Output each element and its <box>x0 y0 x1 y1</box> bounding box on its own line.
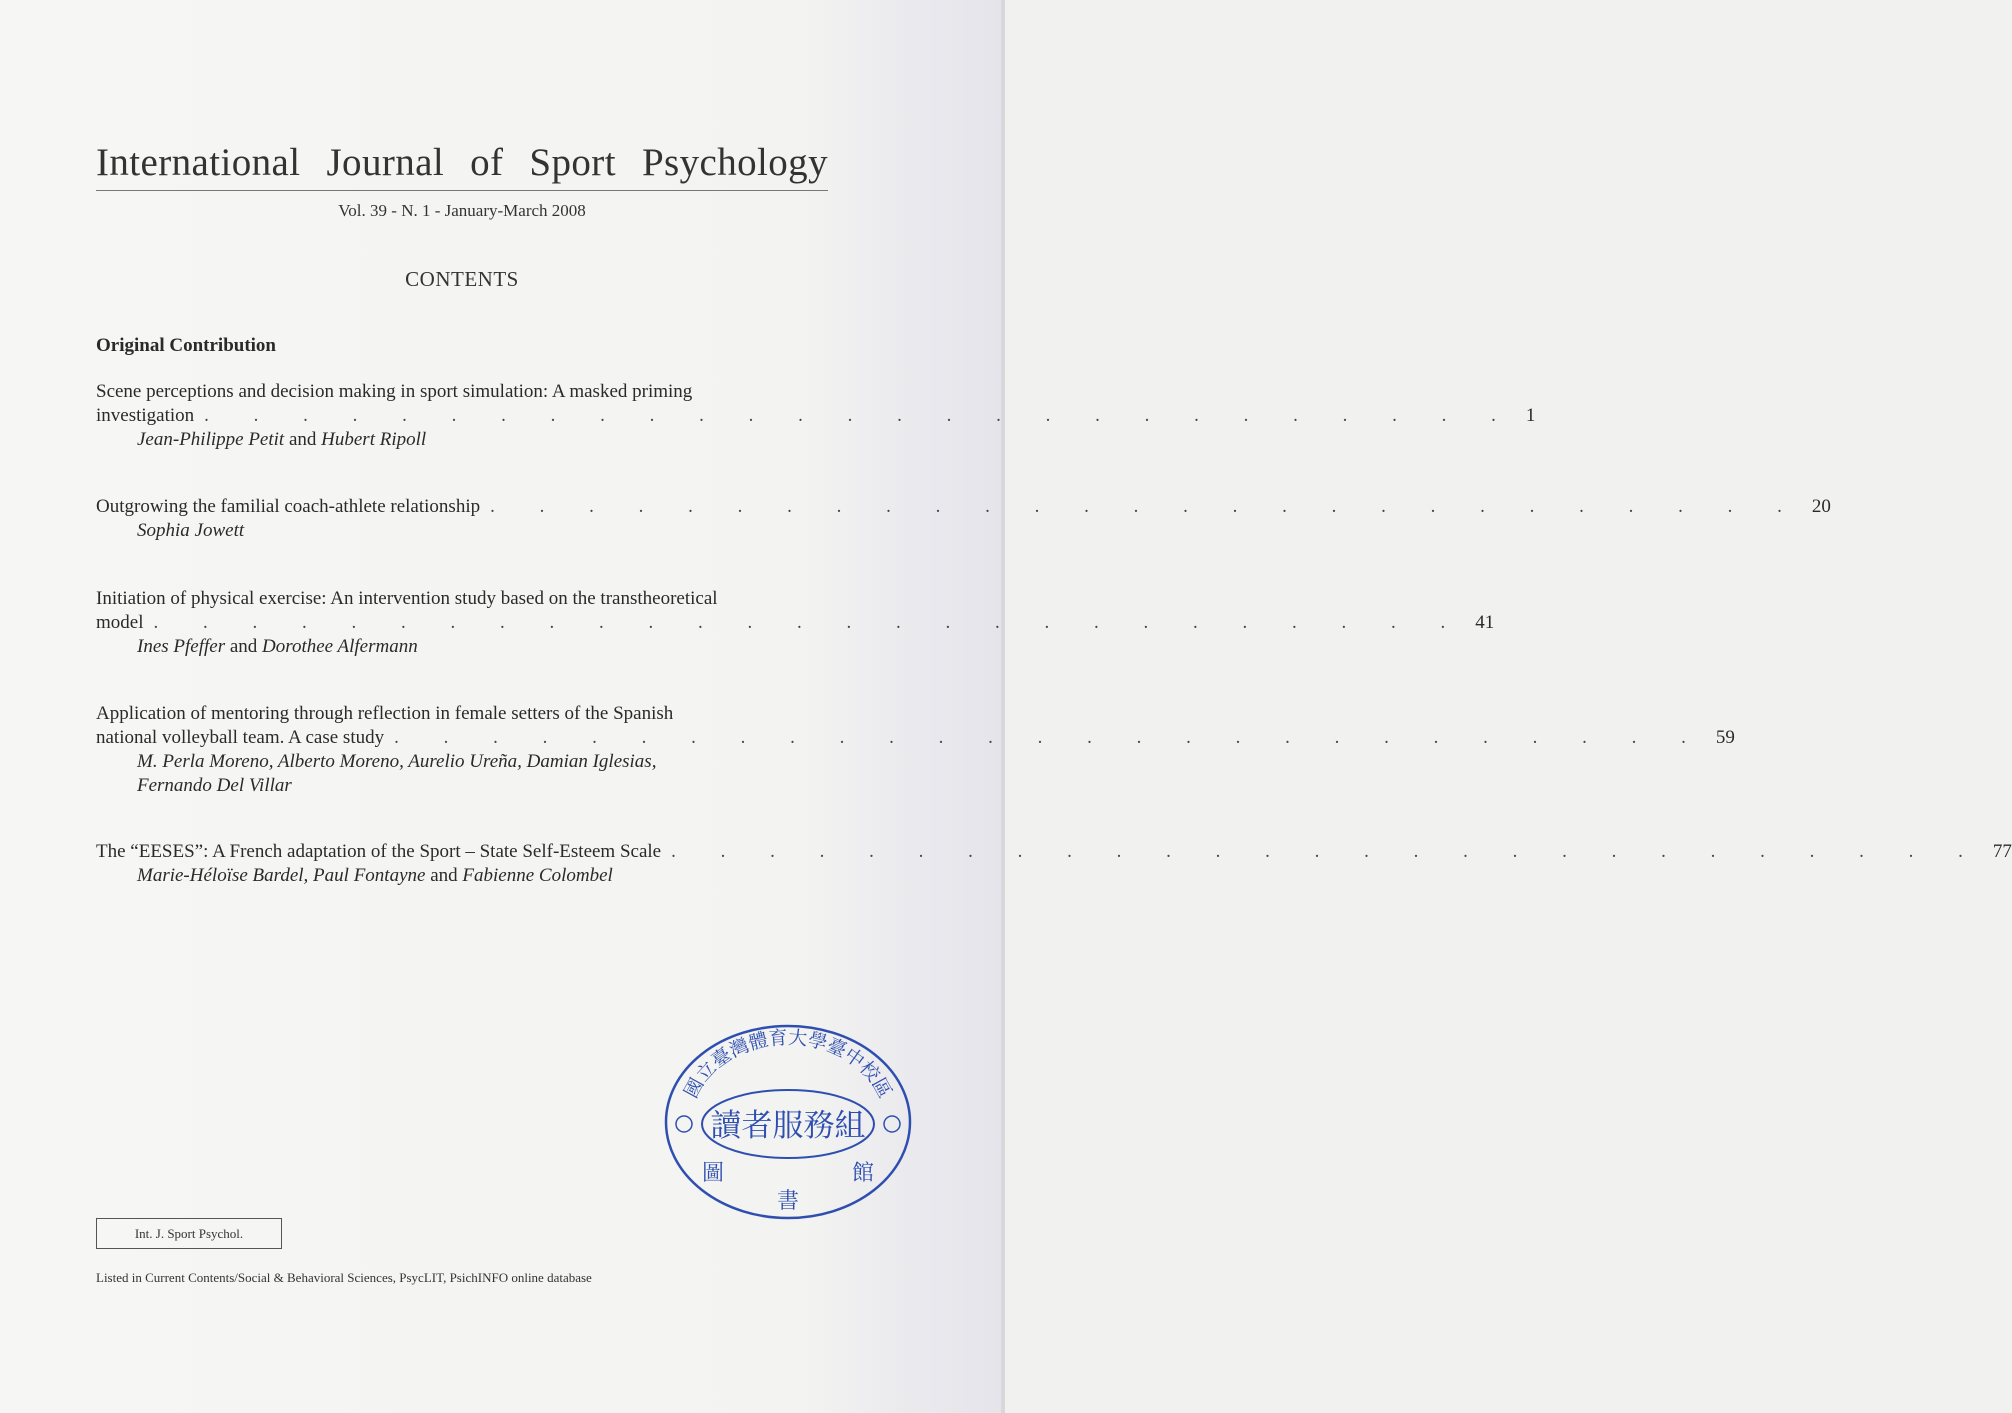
author-name: Dorothee Alfermann <box>262 636 418 657</box>
page-number: 77 <box>1992 841 2012 862</box>
title-word: Psychology <box>641 141 828 184</box>
toc-entry[interactable] <box>96 587 1495 659</box>
article-title[interactable]: The “EESES”: A French adaptation of the Sport – State Self-Esteem Scale <box>96 841 662 862</box>
article-title[interactable]: Scene perceptions and decision making in sport simulation: A masked priming <box>96 381 693 402</box>
author-connector: and <box>284 429 322 450</box>
title-word: Journal <box>326 141 445 184</box>
page-number: 1 <box>1525 405 1536 426</box>
article-title[interactable]: Outgrowing the familial coach-athlete relationship <box>96 496 481 517</box>
title-word: International <box>96 141 301 184</box>
flower-icon <box>676 1116 692 1132</box>
author-name: Hubert Ripoll <box>321 429 427 450</box>
flower-icon <box>884 1116 900 1132</box>
article-title-cont[interactable]: model <box>96 612 144 633</box>
dot-leader: . . . . . . . . . . . . . . . . . . . . . . . . . . . <box>671 841 1983 862</box>
dot-leader: . . . . . . . . . . . . . . . . . . . . . . . . . . . <box>204 405 1516 426</box>
author-name: Marie-Héloïse Bardel, Paul Fontayne <box>137 865 426 886</box>
article-authors <box>96 750 828 798</box>
section-title: Original Contribution <box>96 335 276 356</box>
author-line: M. Perla Moreno, Alberto Moreno, Aurelio Ureña, Damian Iglesias, <box>137 751 657 772</box>
page-edge <box>1001 0 1005 1413</box>
toc-entry[interactable] <box>96 495 1831 543</box>
stamp-bottom-char: 書 <box>776 1189 800 1214</box>
title-word: of <box>470 141 504 184</box>
article-authors: Sophia Jowett <box>137 520 245 541</box>
article-authors <box>96 428 828 452</box>
author-name: Fabienne Colombel <box>462 865 613 886</box>
author-name: Jean-Philippe Petit <box>137 429 285 450</box>
page-number: 59 <box>1715 727 1735 748</box>
stamp-bottom-char: 圖 <box>701 1161 725 1186</box>
stamp-bottom-char: 館 <box>851 1161 875 1186</box>
article-authors <box>96 635 828 659</box>
issue-info: Vol. 39 - N. 1 - January-March 2008 <box>338 201 586 220</box>
article-title[interactable]: Application of mentoring through reflection in female setters of the Spanish <box>96 703 674 724</box>
author-line: Fernando Del Villar <box>137 775 292 796</box>
article-authors <box>96 864 828 888</box>
article-title-cont[interactable]: national volleyball team. A case study <box>96 727 385 748</box>
indexing-note: Listed in Current Contents/Social & Behavioral Sciences, PsycLIT, PsichINFO online database <box>96 1270 592 1285</box>
stamp-center-text: 讀者服務組 <box>710 1108 866 1144</box>
author-name: Ines Pfeffer <box>137 636 226 657</box>
article-title[interactable]: Initiation of physical exercise: An intervention study based on the transtheoretical <box>96 588 718 609</box>
author-connector: and <box>225 636 263 657</box>
contents-heading: CONTENTS <box>405 267 519 291</box>
title-word: Sport <box>529 141 616 184</box>
dot-leader: . . . . . . . . . . . . . . . . . . . . . . . . . . . <box>153 612 1466 633</box>
toc-entry[interactable] <box>96 702 1735 798</box>
title-rule <box>96 190 828 191</box>
dot-leader: . . . . . . . . . . . . . . . . . . . . . . . . . . . <box>490 496 1802 517</box>
abbreviation-box: Int. J. Sport Psychol. <box>96 1218 282 1249</box>
toc-entry[interactable] <box>96 840 2012 888</box>
page-number: 41 <box>1475 612 1495 633</box>
toc-entry[interactable] <box>96 380 1536 452</box>
article-title-cont[interactable]: investigation <box>96 405 195 426</box>
journal-title <box>96 140 828 185</box>
stamp-outer-text: 國立臺灣體育大學臺中校區 <box>680 1026 896 1102</box>
library-stamp <box>663 1020 913 1220</box>
page-number: 20 <box>1811 496 1831 517</box>
author-connector: and <box>425 865 463 886</box>
dot-leader: . . . . . . . . . . . . . . . . . . . . . . . . . . . <box>394 727 1706 748</box>
